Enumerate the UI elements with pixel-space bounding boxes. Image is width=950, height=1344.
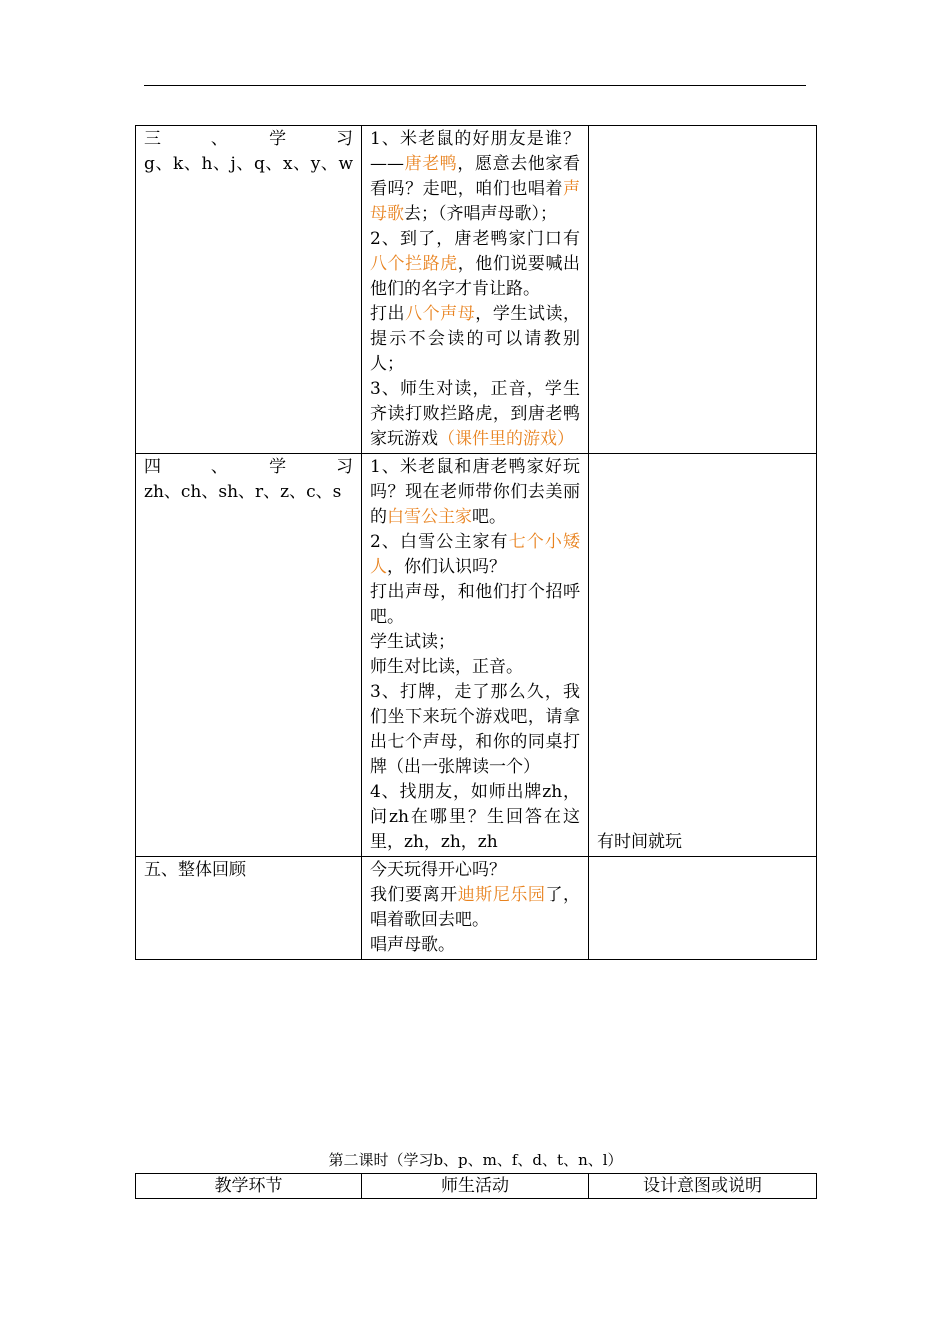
- header-activities: 师生活动: [362, 1174, 589, 1199]
- activity-text: ，愿意去他家看看吗？走吧，咱们也唱着: [370, 154, 581, 199]
- section-4-note: 有时间就玩: [597, 832, 682, 852]
- activity-paragraph: [370, 455, 580, 530]
- section-4-title-line2: zh、ch、sh、r、z、c、s: [144, 482, 342, 502]
- activity-paragraph: [370, 780, 580, 855]
- activity-text: ，学生试读，提示不会读的可以请教别人；: [370, 304, 581, 374]
- activity-paragraph: [370, 227, 580, 302]
- table-row-section-5: [136, 857, 817, 960]
- section-4-title-line1: 四 、 学 习: [144, 457, 353, 477]
- lesson-2-header-table: [135, 1173, 817, 1199]
- activity-paragraph: [370, 580, 580, 630]
- activity-paragraph: [370, 933, 580, 958]
- activity-text: ，你们认识吗？: [387, 557, 506, 577]
- activity-text: 吧。: [472, 507, 506, 527]
- highlighted-term: 白雪公主家: [387, 507, 472, 527]
- activity-text: 1、米老鼠和唐老鸭家好玩吗？现在老师带你们去美丽的: [370, 457, 580, 527]
- section-3-activity-cell: [362, 126, 589, 454]
- activity-text: ，他们说要喊出他们的名字才肯让路。: [370, 254, 581, 299]
- highlighted-term: 八个声母: [405, 304, 476, 324]
- activity-paragraph: [370, 302, 580, 377]
- section-5-activity: [370, 858, 580, 958]
- header-rule: [144, 85, 806, 86]
- lesson-plan-table: [135, 125, 817, 960]
- section-4-activity-cell: [362, 454, 589, 857]
- activity-text: 了，唱着歌回去吧。: [370, 885, 581, 930]
- section-3-title-cell: [136, 126, 362, 454]
- highlighted-term: 声母歌: [370, 179, 580, 224]
- table-header-row: [136, 1174, 817, 1199]
- activity-paragraph: [370, 377, 580, 452]
- header-teaching-stage: 教学环节: [136, 1174, 362, 1199]
- activity-text: 打出声母，和他们打个招呼吧。: [370, 582, 580, 627]
- activity-text: 2、到了，唐老鸭家门口有: [370, 229, 580, 249]
- activity-text: 我们要离开: [370, 885, 458, 905]
- section-5-activity-cell: [362, 857, 589, 960]
- activity-text: 3、打牌，走了那么久，我们坐下来玩个游戏吧，请拿出七个声母，和你的同桌打牌（出一张牌读一个）: [370, 682, 580, 777]
- header-design-intent: 设计意图或说明: [589, 1174, 817, 1199]
- section-5-note-cell: [589, 857, 817, 960]
- activity-paragraph: [370, 530, 580, 580]
- highlighted-term: （课件里的游戏）: [438, 429, 574, 449]
- activity-paragraph: [370, 883, 580, 933]
- section-3-activity: [370, 127, 580, 452]
- lesson-2-caption: 第二课时（学习b、p、m、f、d、t、n、l）: [328, 1151, 623, 1169]
- activity-text: 2、白雪公主家有: [370, 532, 509, 552]
- activity-text: 唱声母歌。: [370, 935, 455, 955]
- activity-text: 1、米老鼠的好朋友是谁？——: [370, 129, 580, 174]
- highlighted-term: 八个拦路虎: [370, 254, 458, 274]
- highlighted-term: 七个小矮人: [370, 532, 580, 577]
- table-row-section-3: [136, 126, 817, 454]
- activity-paragraph: [370, 655, 580, 680]
- activity-text: 3、师生对读，正音，学生齐读打败拦路虎，到唐老鸭家玩游戏: [370, 379, 580, 449]
- table-row-section-4: [136, 454, 817, 857]
- section-3-title-line1: 三 、 学 习: [144, 129, 353, 149]
- section-5-title-cell: 五、整体回顾: [136, 857, 362, 960]
- activity-paragraph: [370, 630, 580, 655]
- activity-text: 学生试读；: [370, 632, 455, 652]
- activity-text: 师生对比读，正音。: [370, 657, 523, 677]
- activity-text: 今天玩得开心吗？: [370, 860, 506, 880]
- activity-paragraph: [370, 680, 580, 780]
- activity-paragraph: [370, 127, 580, 227]
- highlighted-term: 唐老鸭: [404, 154, 458, 174]
- activity-text: 4、找朋友，如师出牌zh，问zh在哪里？生回答在这里，zh，zh，zh: [370, 782, 580, 852]
- activity-text: 去；（齐唱声母歌）；: [404, 204, 557, 224]
- section-3-note-cell: [589, 126, 817, 454]
- highlighted-term: 迪斯尼乐园: [457, 885, 546, 905]
- section-4-note-cell: [589, 454, 817, 857]
- section-4-activity: [370, 455, 580, 855]
- activity-text: 打出: [370, 304, 406, 324]
- activity-paragraph: [370, 858, 580, 883]
- section-3-title-line2: g、k、h、j、q、x、y、w: [144, 154, 353, 174]
- section-4-title-cell: [136, 454, 362, 857]
